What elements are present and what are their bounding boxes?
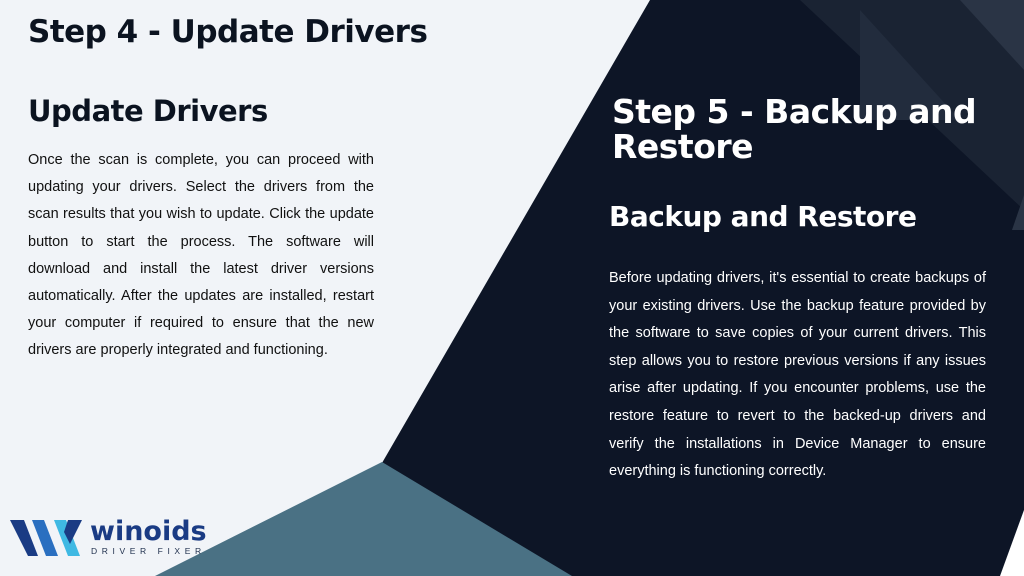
- step4-title: Step 4 - Update Drivers: [28, 14, 428, 50]
- step4-subtitle: Update Drivers: [28, 94, 268, 128]
- step5-body: Before updating drivers, it's essential to create backups of your existing drivers. Use the backup feature provided by the software to save copies of your current drivers. This step allows you to restore previous versions if any issues arise after updating. If you encounter problems, use the restore feature to revert to the backed-up drivers and verify the installations in Device Manager to ensure everything is functioning correctly.: [609, 270, 986, 480]
- step5-title: Step 5 - Backup and Restore: [612, 92, 977, 166]
- logo-wordmark: winoids: [90, 516, 207, 547]
- step5-subtitle: Backup and Restore: [609, 200, 917, 233]
- step4-body: Once the scan is complete, you can proceed with updating your drivers. Select the drivers from the scan results that you wish to update. Click the update button to start the process. The software will download and install the latest driver versions automatically. After the updates are installed, restart your computer if required to ensure that the new drivers are properly integrated and functioning.: [28, 152, 374, 359]
- logo-tagline: DRIVER FIXER: [91, 546, 206, 556]
